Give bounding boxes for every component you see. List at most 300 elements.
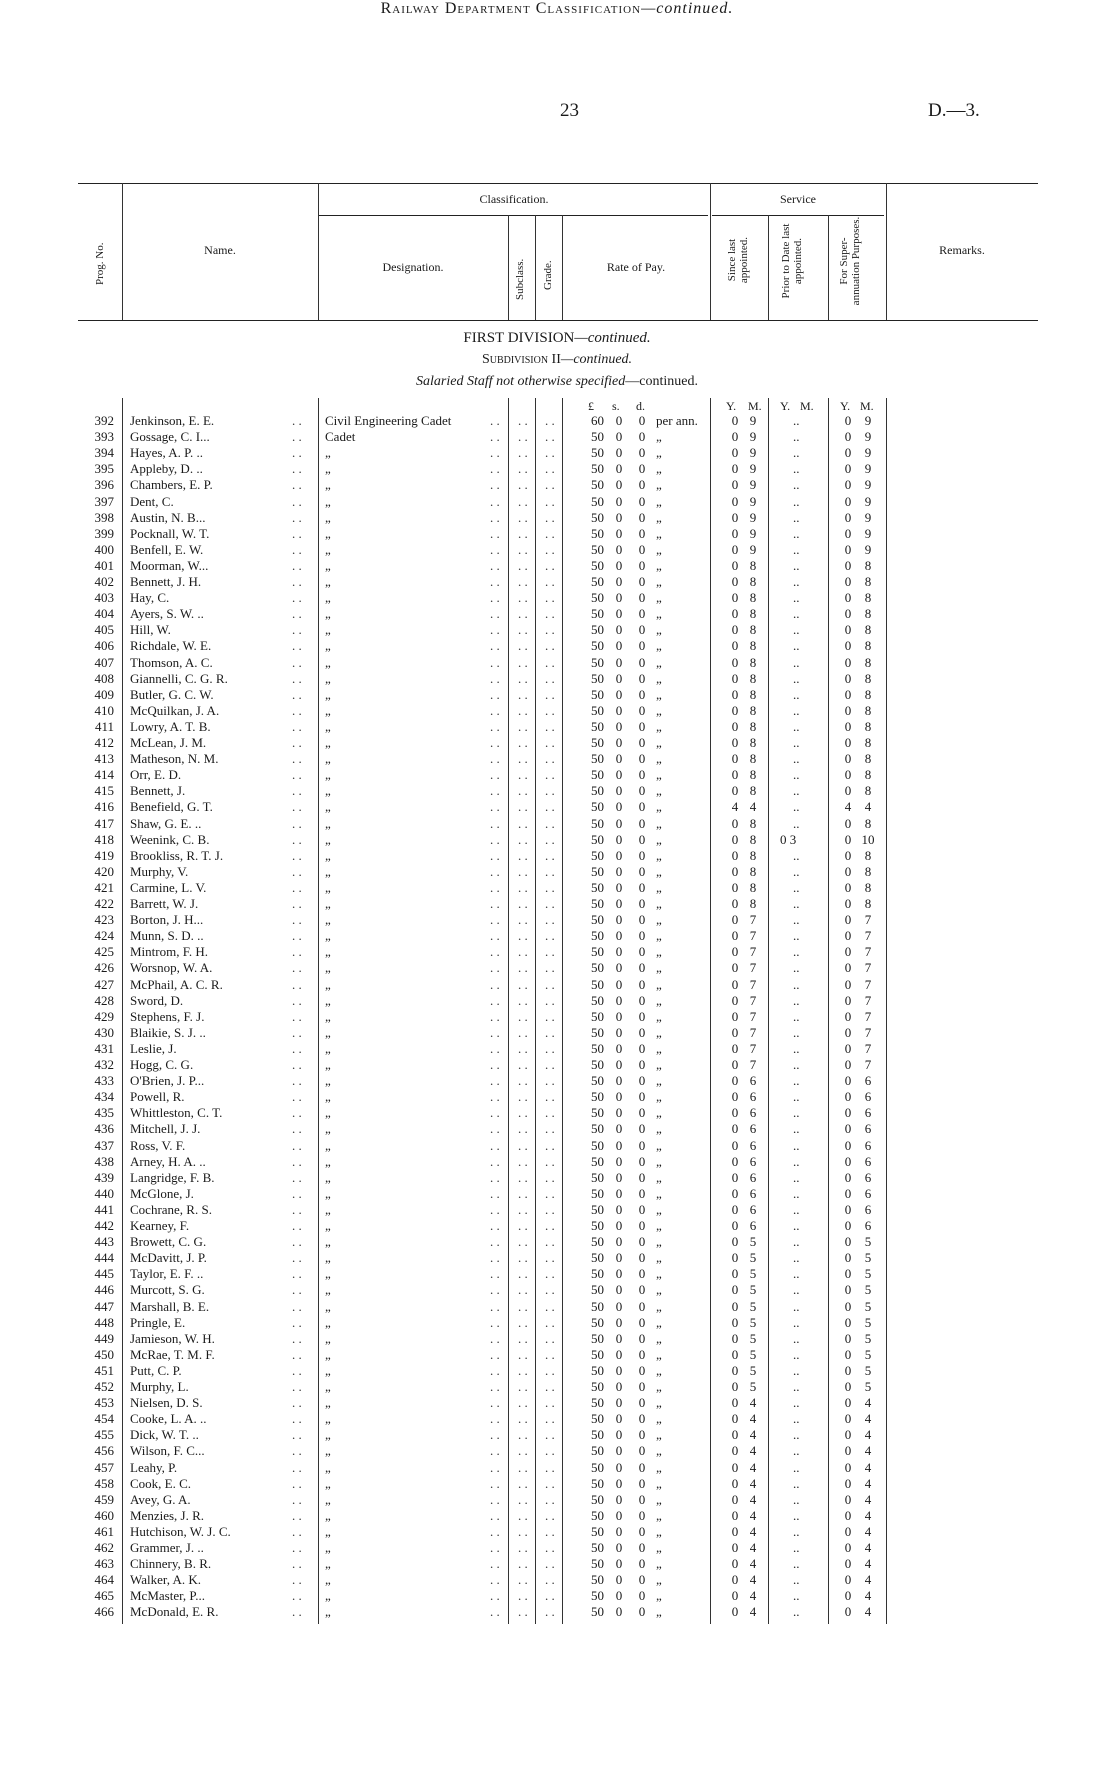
cell-period: „: [656, 1282, 662, 1298]
cell-since-months: 8: [749, 654, 757, 670]
cell-pounds: 50: [591, 1459, 604, 1475]
leader-dots: . .: [292, 960, 302, 976]
cell-shillings: 0: [615, 509, 623, 525]
leader-dots: . .: [292, 1379, 302, 1394]
cell-name: Chinnery, B. R.: [130, 1556, 212, 1572]
table-row: [0, 735, 1114, 751]
cell-pounds: 50: [591, 896, 604, 911]
leader-dots: . .: [518, 493, 528, 509]
cell-prog-no: 460: [94, 1507, 114, 1523]
table-row: [0, 703, 1114, 719]
cell-name: Munn, S. D. ..: [130, 928, 204, 944]
leader-dots: . .: [490, 1572, 500, 1588]
cell-since-years: 0: [731, 1105, 739, 1121]
cell-since-years: 0: [731, 1266, 739, 1282]
cell-prior: ..: [793, 1121, 800, 1137]
cell-pounds: 50: [591, 1523, 604, 1539]
leader-dots: . .: [518, 429, 528, 445]
leader-dots: . .: [292, 606, 302, 622]
cell-shillings: 0: [615, 1314, 623, 1330]
leader-dots: . .: [545, 1314, 555, 1330]
cell-name: Leslie, J.: [130, 1040, 177, 1056]
leader-dots: . .: [518, 928, 528, 944]
cell-since-years: 0: [731, 912, 739, 928]
cell-pence: 0: [638, 1169, 646, 1185]
table-row: [0, 848, 1114, 864]
leader-dots: . .: [518, 1395, 528, 1411]
cell-shillings: 0: [615, 686, 623, 702]
cell-super-months: 6: [864, 1121, 872, 1137]
cell-prog-no: 401: [94, 557, 114, 573]
cell-super-months: 9: [864, 429, 872, 445]
cell-pence: 0: [638, 1475, 646, 1491]
cell-name: Putt, C. P.: [130, 1362, 182, 1378]
cell-super-months: 4: [864, 1572, 872, 1588]
cell-name: Orr, E. D.: [130, 767, 182, 783]
cell-pounds: 50: [591, 831, 604, 847]
cell-name: Blaikie, S. J. ..: [130, 1024, 206, 1040]
leader-dots: . .: [292, 1427, 302, 1443]
cell-prog-no: 447: [94, 1298, 114, 1314]
cell-prog-no: 424: [94, 928, 114, 944]
leader-dots: . .: [545, 1057, 555, 1072]
leader-dots: . .: [490, 1443, 500, 1459]
cell-since-years: 0: [731, 1234, 739, 1250]
cell-super-years: 0: [844, 976, 852, 992]
cell-super-years: 0: [844, 896, 852, 911]
cell-super-years: 0: [844, 1395, 852, 1411]
cell-prog-no: 397: [94, 493, 114, 509]
leader-dots: . .: [292, 735, 302, 750]
leader-dots: . .: [490, 1040, 500, 1056]
cell-pounds: 50: [591, 863, 604, 879]
cell-prior: ..: [793, 912, 800, 928]
cell-designation: „: [325, 1379, 331, 1394]
cell-prog-no: 462: [94, 1540, 114, 1555]
cell-pounds: 50: [591, 638, 604, 654]
cell-super-years: 0: [844, 1523, 852, 1539]
cell-prog-no: 395: [94, 461, 114, 477]
cell-prior: ..: [793, 718, 800, 734]
leader-dots: . .: [545, 1298, 555, 1314]
cell-super-months: 7: [864, 944, 872, 960]
cell-pounds: 50: [591, 1105, 604, 1121]
cell-super-years: 0: [844, 477, 852, 493]
table-row: [0, 880, 1114, 896]
leader-dots: . .: [545, 976, 555, 992]
cell-designation: „: [325, 831, 331, 847]
cell-super-months: 8: [864, 735, 872, 750]
cell-pounds: 60: [591, 413, 604, 428]
leader-dots: . .: [518, 1475, 528, 1491]
cell-prog-no: 416: [94, 799, 114, 815]
cell-name: Marshall, B. E.: [130, 1298, 210, 1314]
cell-since-years: 0: [731, 1121, 739, 1137]
leader-dots: . .: [545, 429, 555, 445]
leader-dots: . .: [545, 574, 555, 589]
cell-since-years: 0: [731, 831, 739, 847]
cell-shillings: 0: [615, 1185, 623, 1201]
leader-dots: . .: [518, 1057, 528, 1072]
cell-super-months: 8: [864, 654, 872, 670]
cell-prior: ..: [793, 960, 800, 976]
leader-dots: . .: [490, 606, 500, 622]
cell-shillings: 0: [615, 1572, 623, 1588]
cell-designation: „: [325, 702, 331, 718]
cell-pence: 0: [638, 1395, 646, 1411]
cell-designation: „: [325, 509, 331, 525]
leader-dots: . .: [292, 1540, 302, 1555]
cell-pence: 0: [638, 574, 646, 589]
table-row: [0, 1234, 1114, 1250]
unit-m-since: M.: [748, 399, 762, 413]
cell-pence: 0: [638, 541, 646, 557]
cell-pence: 0: [638, 557, 646, 573]
cell-period: „: [656, 1153, 662, 1169]
cell-super-years: 0: [844, 944, 852, 960]
leader-dots: . .: [518, 718, 528, 734]
cell-designation: „: [325, 590, 331, 606]
cell-designation: „: [325, 1073, 331, 1089]
leader-dots: . .: [292, 1395, 302, 1411]
cell-pounds: 50: [591, 1491, 604, 1507]
cell-pence: 0: [638, 1572, 646, 1588]
cell-pence: 0: [638, 1218, 646, 1233]
leader-dots: . .: [545, 1604, 555, 1620]
leader-dots: . .: [545, 735, 555, 750]
table-row: [0, 751, 1114, 767]
table-row: [0, 912, 1114, 928]
cell-super-years: 0: [844, 1008, 852, 1024]
cell-since-years: 0: [731, 1057, 739, 1072]
cell-period: „: [656, 1040, 662, 1056]
leader-dots: . .: [490, 928, 500, 944]
cell-prior: ..: [793, 1234, 800, 1250]
header-subclass: Subclass.: [514, 258, 526, 300]
cell-prior: ..: [793, 509, 800, 525]
cell-since-months: 9: [749, 461, 757, 477]
cell-since-years: 0: [731, 1153, 739, 1169]
cell-pounds: 50: [591, 1250, 604, 1266]
leader-dots: . .: [518, 831, 528, 847]
division-heading: FIRST DIVISION—continued.: [463, 330, 651, 346]
cell-prog-no: 394: [94, 445, 114, 461]
leader-dots: . .: [518, 1169, 528, 1185]
cell-super-months: 6: [864, 1105, 872, 1121]
leader-dots: . .: [292, 477, 302, 493]
cell-designation: „: [325, 1362, 331, 1378]
header-classification: Classification.: [479, 192, 549, 206]
cell-since-years: 0: [731, 1330, 739, 1346]
leader-dots: . .: [518, 976, 528, 992]
cell-prog-no: 414: [94, 767, 114, 783]
cell-prior: ..: [793, 799, 800, 815]
cell-pounds: 50: [591, 590, 604, 606]
cell-pounds: 50: [591, 1427, 604, 1443]
cell-super-years: 0: [844, 1201, 852, 1217]
cell-period: „: [656, 1540, 662, 1555]
cell-prior: ..: [793, 863, 800, 879]
cell-since-years: 0: [731, 1073, 739, 1089]
leader-dots: . .: [292, 1282, 302, 1298]
cell-pence: 0: [638, 912, 646, 928]
table-row: [0, 977, 1114, 993]
cell-designation: „: [325, 1121, 331, 1137]
cell-prog-no: 465: [94, 1588, 114, 1604]
cell-period: „: [656, 1556, 662, 1572]
cell-name: Mintrom, F. H.: [130, 944, 209, 960]
leader-dots: . .: [518, 606, 528, 622]
cell-prior: ..: [793, 1298, 800, 1314]
cell-super-years: 0: [844, 1121, 852, 1137]
cell-designation: „: [325, 1266, 331, 1282]
cell-since-months: 4: [749, 1507, 757, 1523]
cell-designation: „: [325, 1250, 331, 1266]
leader-dots: . .: [518, 1362, 528, 1378]
cell-name: Kearney, F.: [130, 1218, 190, 1233]
cell-super-years: 0: [844, 1459, 852, 1475]
cell-prog-no: 436: [94, 1121, 114, 1137]
cell-period: „: [656, 1234, 662, 1250]
leader-dots: . .: [518, 1008, 528, 1024]
cell-prior: ..: [793, 783, 800, 799]
cell-designation: „: [325, 1057, 331, 1072]
cell-since-years: 0: [731, 992, 739, 1008]
cell-super-months: 8: [864, 863, 872, 879]
leader-dots: . .: [292, 509, 302, 525]
cell-pounds: 50: [591, 799, 604, 815]
cell-prior: ..: [793, 413, 800, 428]
leader-dots: . .: [518, 702, 528, 718]
leader-dots: . .: [518, 541, 528, 557]
cell-pounds: 50: [591, 461, 604, 477]
cell-prog-no: 433: [94, 1073, 114, 1089]
leader-dots: . .: [545, 896, 555, 911]
leader-dots: . .: [518, 863, 528, 879]
leader-dots: . .: [518, 1024, 528, 1040]
leader-dots: . .: [490, 590, 500, 606]
leader-dots: . .: [490, 1556, 500, 1572]
cell-pence: 0: [638, 815, 646, 831]
cell-designation: „: [325, 1411, 331, 1427]
cell-super-years: 0: [844, 461, 852, 477]
cell-super-months: 4: [864, 1443, 872, 1459]
leader-dots: . .: [518, 1282, 528, 1298]
cell-period: „: [656, 1507, 662, 1523]
leader-dots: . .: [292, 702, 302, 718]
cell-period: „: [656, 1008, 662, 1024]
table-row: [0, 1202, 1114, 1218]
cell-super-months: 7: [864, 1057, 872, 1072]
cell-prog-no: 451: [94, 1362, 114, 1378]
cell-pence: 0: [638, 976, 646, 992]
leader-dots: . .: [518, 590, 528, 606]
leader-dots: . .: [292, 557, 302, 573]
cell-since-months: 5: [749, 1314, 757, 1330]
cell-pounds: 50: [591, 686, 604, 702]
leader-dots: . .: [518, 1089, 528, 1105]
cell-super-months: 7: [864, 1008, 872, 1024]
cell-super-years: 0: [844, 847, 852, 863]
leader-dots: . .: [490, 1379, 500, 1394]
cell-pence: 0: [638, 751, 646, 767]
leader-dots: . .: [490, 1234, 500, 1250]
cell-pence: 0: [638, 654, 646, 670]
table-row: [0, 1218, 1114, 1234]
leader-dots: . .: [490, 1588, 500, 1604]
cell-pence: 0: [638, 702, 646, 718]
cell-super-months: 5: [864, 1362, 872, 1378]
table-row: [0, 1588, 1114, 1604]
cell-shillings: 0: [615, 1427, 623, 1443]
cell-super-months: 4: [864, 1523, 872, 1539]
cell-prog-no: 442: [94, 1218, 114, 1233]
leader-dots: . .: [545, 670, 555, 686]
cell-super-months: 7: [864, 992, 872, 1008]
leader-dots: . .: [292, 1057, 302, 1072]
leader-dots: . .: [518, 1121, 528, 1137]
header-bottom-rule: [78, 320, 1038, 321]
cell-name: Whittleston, C. T.: [130, 1105, 223, 1121]
cell-designation: „: [325, 1443, 331, 1459]
cell-since-months: 7: [749, 928, 757, 944]
cell-shillings: 0: [615, 1362, 623, 1378]
table-row: [0, 606, 1114, 622]
cell-shillings: 0: [615, 863, 623, 879]
cell-prior: ..: [793, 751, 800, 767]
leader-dots: . .: [545, 477, 555, 493]
leader-dots: . .: [292, 541, 302, 557]
cell-prior: ..: [793, 1201, 800, 1217]
cell-period: „: [656, 1459, 662, 1475]
leader-dots: . .: [490, 638, 500, 654]
leader-dots: . .: [518, 896, 528, 911]
cell-since-years: 0: [731, 525, 739, 541]
cell-since-months: 7: [749, 960, 757, 976]
leader-dots: . .: [518, 1218, 528, 1233]
cell-pounds: 50: [591, 1089, 604, 1105]
cell-period: „: [656, 622, 662, 638]
table-row: [0, 1524, 1114, 1540]
leader-dots: . .: [490, 1298, 500, 1314]
cell-name: McQuilkan, J. A.: [130, 702, 220, 718]
cell-period: „: [656, 928, 662, 944]
cell-prog-no: 452: [94, 1379, 114, 1394]
cell-name: Benefield, G. T.: [130, 799, 213, 815]
cell-prog-no: 429: [94, 1008, 114, 1024]
cell-super-months: 8: [864, 622, 872, 638]
leader-dots: . .: [490, 1008, 500, 1024]
cell-designation: „: [325, 735, 331, 750]
cell-super-years: 0: [844, 1427, 852, 1443]
cell-since-years: 0: [731, 944, 739, 960]
cell-super-months: 4: [864, 1395, 872, 1411]
cell-super-months: 8: [864, 557, 872, 573]
cell-designation: „: [325, 1604, 331, 1620]
cell-super-months: 8: [864, 847, 872, 863]
cell-prior: ..: [793, 1572, 800, 1588]
cell-pounds: 50: [591, 429, 604, 445]
header-top-rule: [78, 183, 1038, 184]
leader-dots: . .: [292, 1105, 302, 1121]
cell-shillings: 0: [615, 1588, 623, 1604]
table-row: [0, 719, 1114, 735]
cell-since-months: 7: [749, 1008, 757, 1024]
leader-dots: . .: [490, 493, 500, 509]
cell-prog-no: 437: [94, 1137, 114, 1153]
unit-m-super: M.: [860, 399, 874, 413]
leader-dots: . .: [490, 1491, 500, 1507]
cell-pounds: 50: [591, 992, 604, 1008]
leader-dots: . .: [518, 557, 528, 573]
cell-period: „: [656, 1395, 662, 1411]
cell-designation: „: [325, 1105, 331, 1121]
cell-pence: 0: [638, 1491, 646, 1507]
unit-m-prior: M.: [800, 399, 814, 413]
leader-dots: . .: [545, 1024, 555, 1040]
cell-since-years: 0: [731, 1459, 739, 1475]
cell-prior: ..: [793, 702, 800, 718]
table-row: [0, 1282, 1114, 1298]
leader-dots: . .: [545, 445, 555, 461]
cell-shillings: 0: [615, 445, 623, 461]
table-row: [0, 413, 1114, 429]
leader-dots: . .: [545, 1040, 555, 1056]
leader-dots: . .: [518, 1266, 528, 1282]
table-row: [0, 1331, 1114, 1347]
leader-dots: . .: [545, 1523, 555, 1539]
leader-dots: . .: [545, 1234, 555, 1250]
leader-dots: . .: [292, 783, 302, 799]
cell-shillings: 0: [615, 896, 623, 911]
cell-super-months: 7: [864, 976, 872, 992]
cell-super-months: 8: [864, 767, 872, 783]
cell-name: Barrett, W. J.: [130, 896, 199, 911]
cell-prog-no: 432: [94, 1057, 114, 1072]
cell-name: Lowry, A. T. B.: [130, 718, 211, 734]
leader-dots: . .: [292, 847, 302, 863]
cell-prior: ..: [793, 590, 800, 606]
unit-pence: d.: [636, 399, 645, 413]
cell-since-years: 0: [731, 445, 739, 461]
cell-since-years: 0: [731, 1346, 739, 1362]
cell-pence: 0: [638, 590, 646, 606]
leader-dots: . .: [518, 638, 528, 654]
cell-designation: „: [325, 1137, 331, 1153]
leader-dots: . .: [490, 735, 500, 750]
cell-since-months: 7: [749, 1040, 757, 1056]
cell-prog-no: 421: [94, 879, 114, 895]
table-row: [0, 928, 1114, 944]
cell-since-years: 0: [731, 847, 739, 863]
cell-designation: „: [325, 606, 331, 622]
cell-name: Brookliss, R. T. J.: [130, 847, 224, 863]
cell-pence: 0: [638, 1137, 646, 1153]
cell-name: Moorman, W...: [130, 557, 209, 573]
leader-dots: . .: [292, 574, 302, 589]
cell-period: „: [656, 1346, 662, 1362]
cell-period: „: [656, 815, 662, 831]
cell-designation: Civil Engineering Cadet: [325, 413, 452, 428]
cell-pounds: 50: [591, 1540, 604, 1555]
cell-super-years: 0: [844, 1137, 852, 1153]
cell-pounds: 50: [591, 960, 604, 976]
cell-name: Langridge, F. B.: [130, 1169, 215, 1185]
leader-dots: . .: [545, 1105, 555, 1121]
cell-designation: „: [325, 654, 331, 670]
cell-designation: „: [325, 1024, 331, 1040]
cell-shillings: 0: [615, 1266, 623, 1282]
